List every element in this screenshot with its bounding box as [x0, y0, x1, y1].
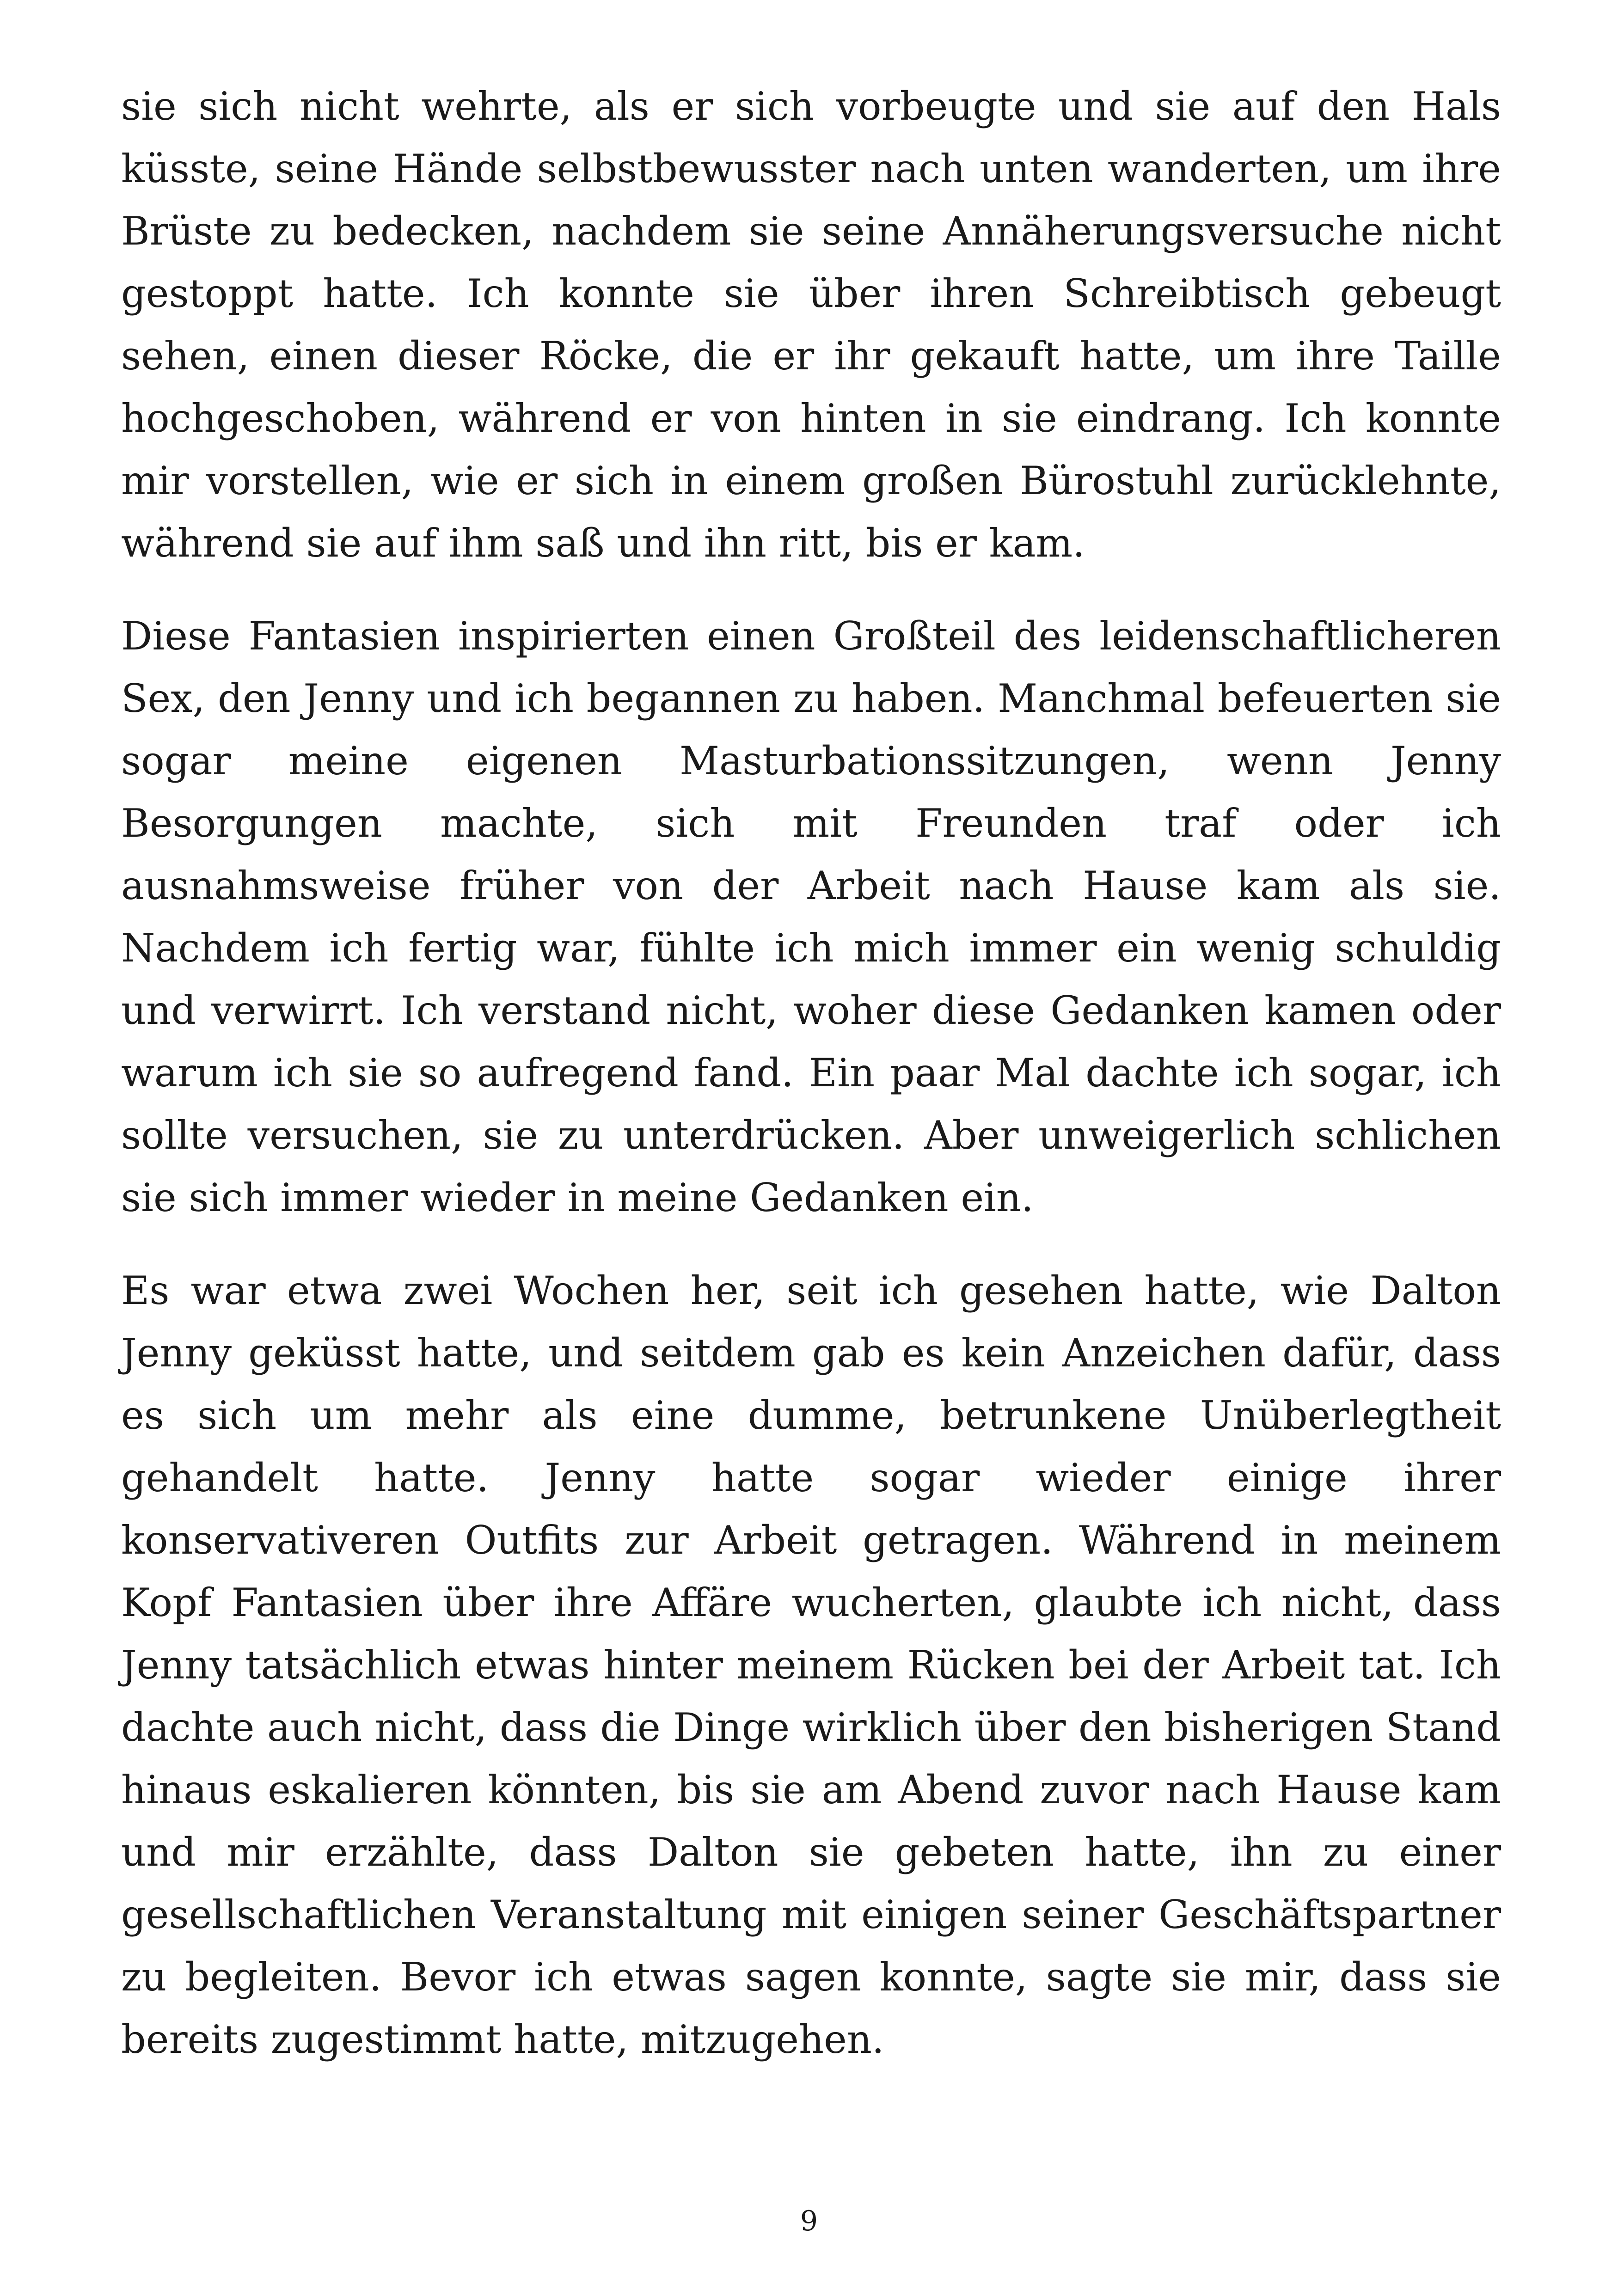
paragraph-1: sie sich nicht wehrte, als er sich vorbeugte und sie auf den Hals küsste, seine Hände selbstbewusster nach unten wanderten, um ihre Brüste zu bedecken, nachdem sie seine Annäherungsversuche nicht gestoppt hatte. Ich konnte sie über ihren Schreibtisch gebeugt sehen, einen dieser Röcke, die er ihr gekauft hatte, um ihre Taille hochgeschoben, während er von hinten in sie eindrang. Ich konnte mir vorstellen, wie er sich in einem großen Bürostuhl zurücklehnte, während sie auf ihm saß und ihn ritt, bis er kam.	[121, 84, 1501, 566]
paragraph-2: Diese Fantasien inspirierten einen Großteil des leidenschaftlicheren Sex, den Jenny und ich begannen zu haben. Manchmal befeuerten sie sogar meine eigenen Masturbationssitzungen, wenn Jenny Besorgungen machte, sich mit Freunden traf oder ich ausnahmsweise früher von der Arbeit nach Hause kam als sie. Nachdem ich fertig war, fühlte ich mich immer ein wenig schuldig und verwirrt. Ich verstand nicht, woher diese Gedanken kamen oder warum ich sie so aufregend fand. Ein paar Mal dachte ich sogar, ich sollte versuchen, sie zu unterdrücken. Aber unweigerlich schlichen sie sich immer wieder in meine Gedanken ein.	[121, 613, 1501, 1220]
paragraph-3: Es war etwa zwei Wochen her, seit ich gesehen hatte, wie Dalton Jenny geküsst hatte, und seitdem gab es kein Anzeichen dafür, dass es sich um mehr als eine dumme, betrunkene Unüberlegtheit gehandelt hatte. Jenny hatte sogar wieder einige ihrer konservativeren Outfits zur Arbeit getragen. Während in meinem Kopf Fantasien über ihre Affäre wucherten, glaubte ich nicht, dass Jenny tatsächlich etwas hinter meinem Rücken bei der Arbeit tat. Ich dachte auch nicht, dass die Dinge wirklich über den bisherigen Stand hinaus eskalieren könnten, bis sie am Abend zuvor nach Hause kam und mir erzählte, dass Dalton sie gebeten hatte, ihn zu einer gesellschaftlichen Veranstaltung mit einigen seiner Geschäftspartner zu begleiten. Bevor ich etwas sagen konnte, sagte sie mir, dass sie bereits zugestimmt hatte, mitzugehen.	[121, 1268, 1501, 2062]
body-text	[121, 75, 1501, 2101]
page-number: 9	[800, 2205, 818, 2237]
